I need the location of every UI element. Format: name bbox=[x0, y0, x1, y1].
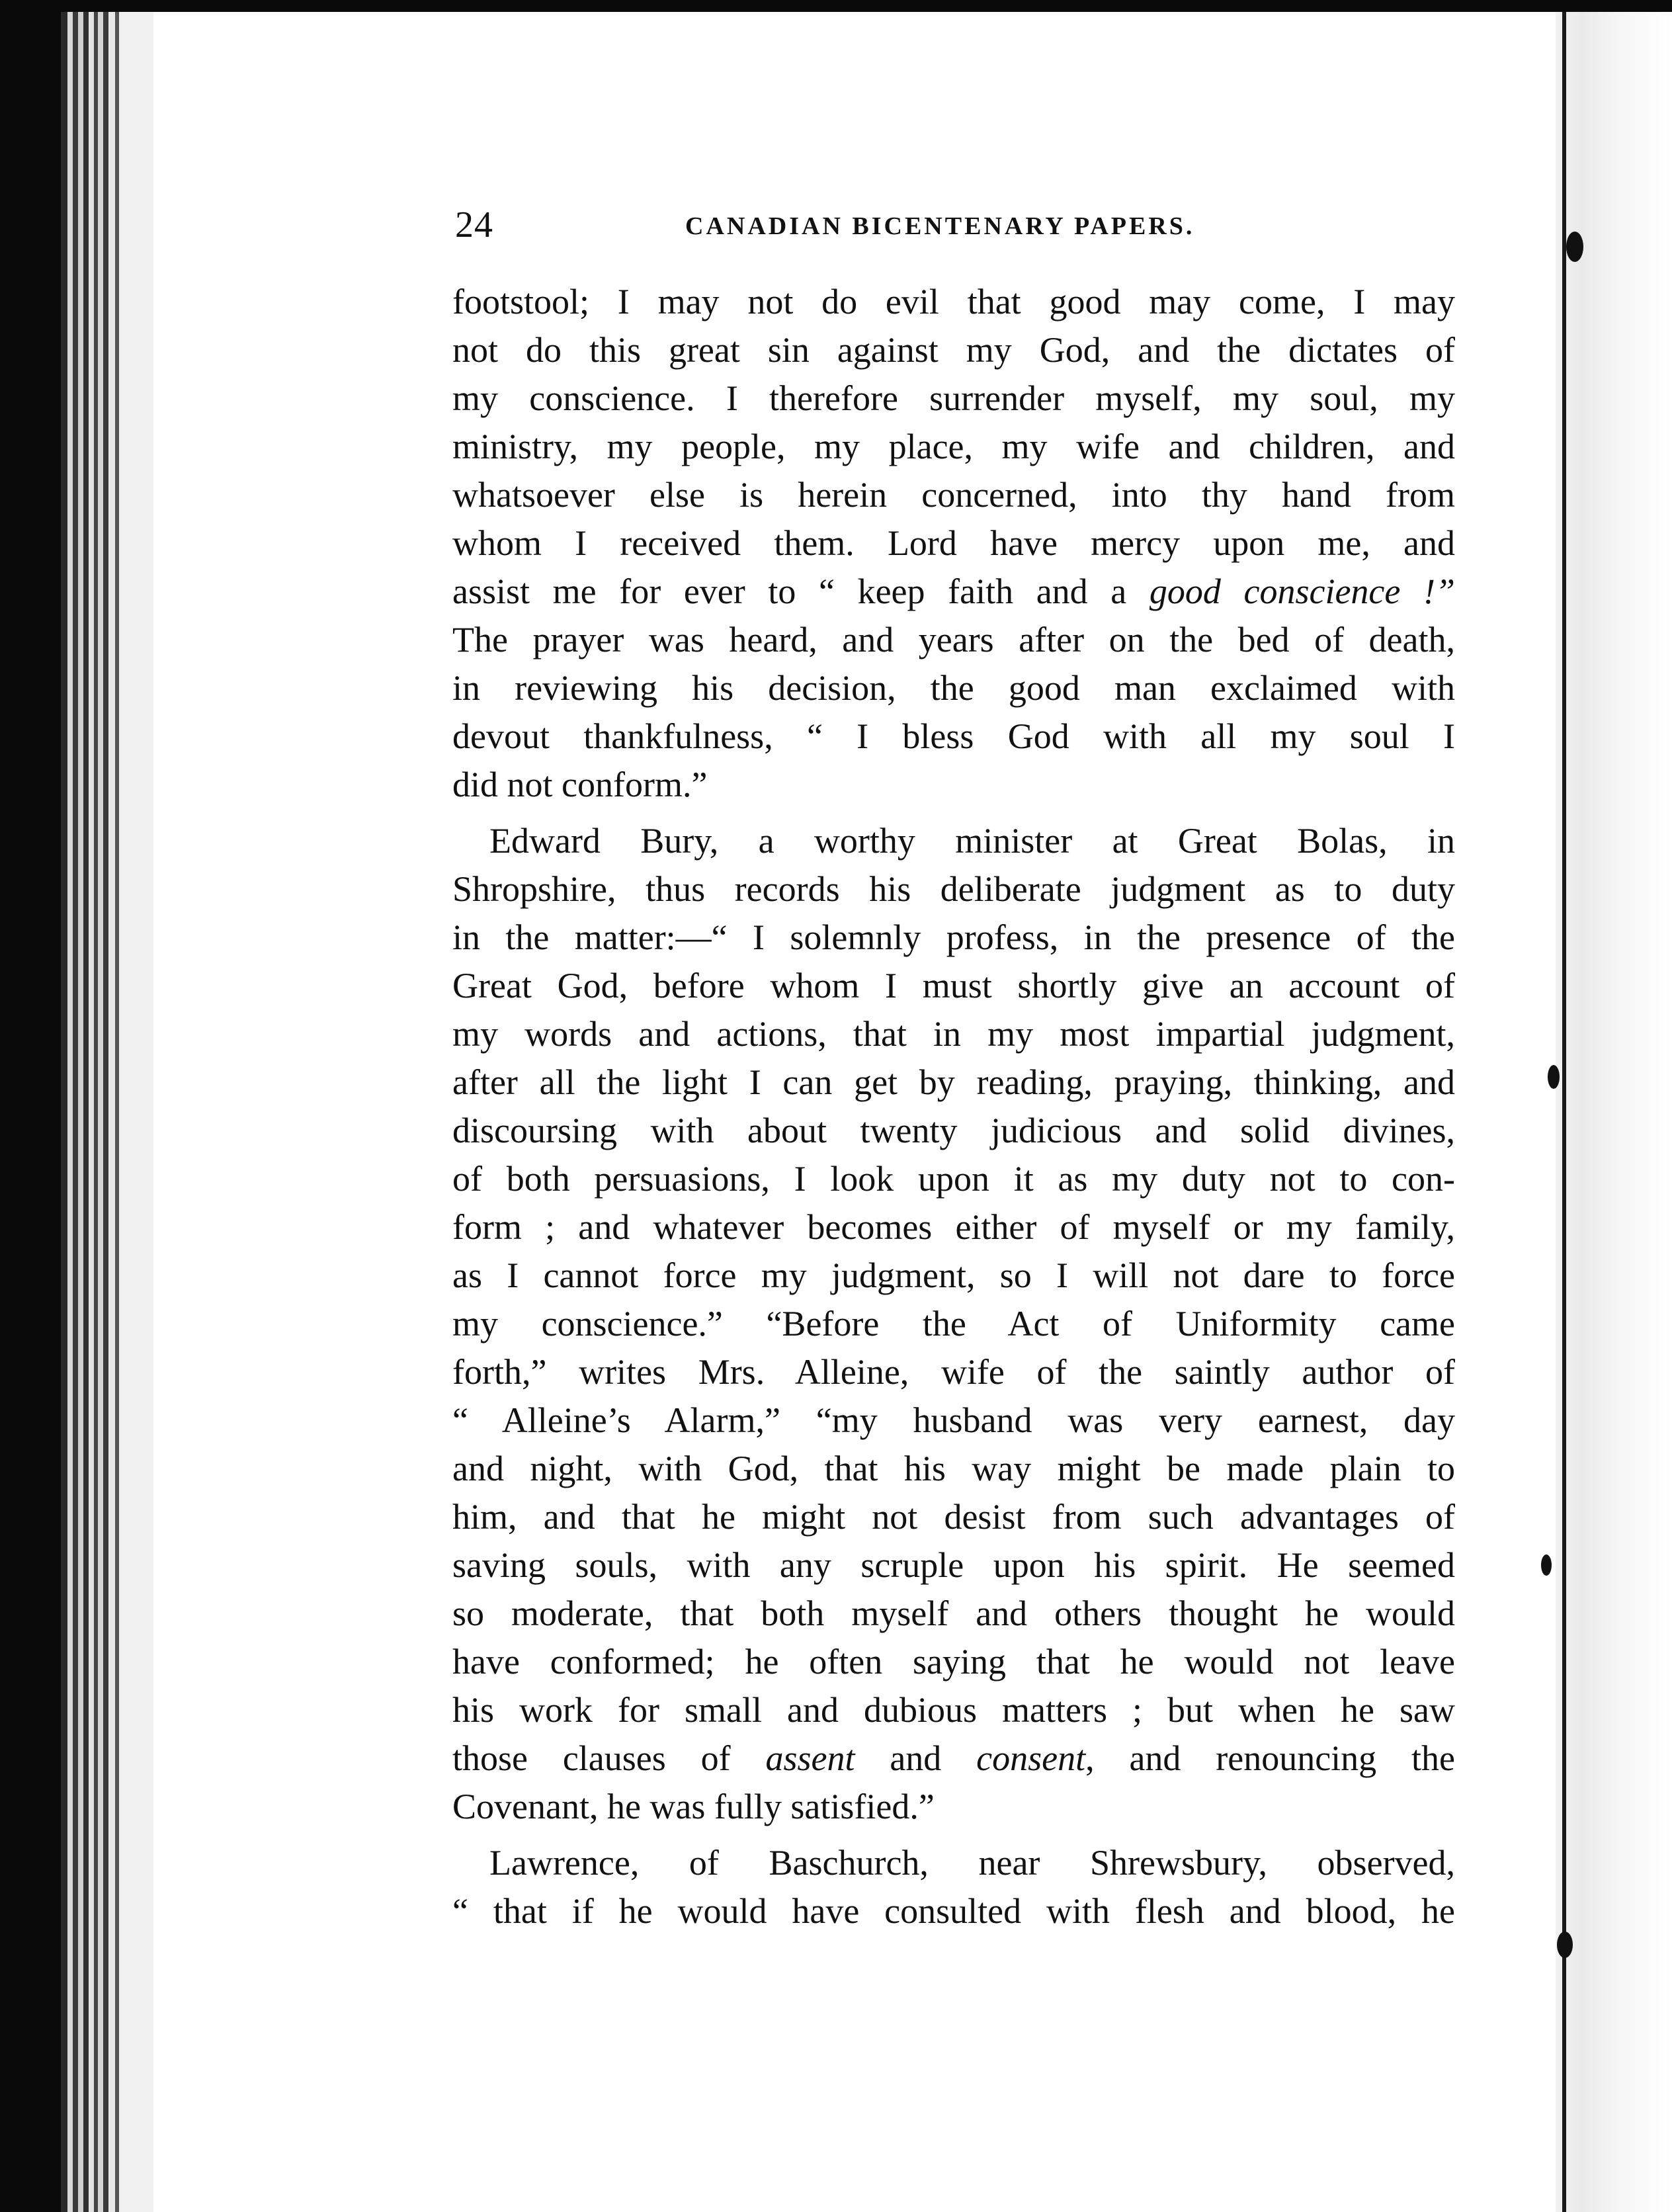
text-line: devout thankfulness, “ I bless God with all my soul I bbox=[452, 716, 1455, 756]
text-line: forth,” writes Mrs. Alleine, wife of the saintly author of bbox=[452, 1352, 1455, 1392]
text-line: “ Alleine’s Alarm,” “my husband was very earnest, day bbox=[452, 1400, 1455, 1440]
text-line: form ; and whatever becomes either of myself or my family, bbox=[452, 1207, 1455, 1247]
page-number: 24 bbox=[455, 204, 493, 245]
text-line: not do this great sin against my God, and the dictates of bbox=[452, 330, 1455, 370]
text-line: The prayer was heard, and years after on the bed of death, bbox=[452, 620, 1455, 659]
paragraph-gap bbox=[452, 1831, 1455, 1839]
text-line: discoursing with about twenty judicious and solid divines, bbox=[452, 1111, 1455, 1150]
text-line: my words and actions, that in my most impartial judgment, bbox=[452, 1014, 1455, 1054]
facing-page-edge bbox=[1556, 12, 1672, 2212]
text-line: after all the light I can get by reading, praying, thinking, and bbox=[452, 1062, 1455, 1102]
running-title: CANADIAN BICENTENARY PAPERS. bbox=[685, 212, 1195, 240]
text-line: my conscience. I therefore surrender myself, my soul, my bbox=[452, 378, 1455, 418]
italic-word-assent: assent bbox=[765, 1738, 855, 1778]
text-line: “ that if he would have consulted with flesh and blood, he bbox=[452, 1891, 1455, 1931]
book-gutter bbox=[61, 12, 153, 2212]
text-run: those clauses of bbox=[452, 1738, 766, 1778]
text-line: in the matter:—“ I solemnly profess, in the presence of the bbox=[452, 917, 1455, 957]
text-line: have conformed; he often saying that he would not leave bbox=[452, 1642, 1455, 1681]
facing-page-rule bbox=[1562, 12, 1566, 2212]
text-line-with-italic bbox=[452, 1734, 1455, 1783]
scan-border-left bbox=[0, 0, 61, 2212]
text-line: my conscience.” “Before the Act of Uniformity came bbox=[452, 1304, 1455, 1343]
binding-hole bbox=[1541, 1554, 1552, 1576]
binding-hole bbox=[1548, 1065, 1560, 1089]
running-head bbox=[455, 198, 1222, 251]
text-line: Great God, before whom I must shortly give an account of bbox=[452, 966, 1455, 1005]
scan-border-top bbox=[0, 0, 1672, 12]
text-run: , and renouncing the bbox=[1085, 1738, 1455, 1778]
text-line: in reviewing his decision, the good man exclaimed with bbox=[452, 668, 1455, 708]
text-line: saving souls, with any scruple upon his spirit. He seemed bbox=[452, 1545, 1455, 1585]
body-text bbox=[452, 278, 1455, 1936]
paragraph-gap bbox=[452, 809, 1455, 817]
text-line: Shropshire, thus records his deliberate judgment as to duty bbox=[452, 869, 1455, 909]
text-line: of both persuasions, I look upon it as my duty not to con- bbox=[452, 1159, 1455, 1199]
text-line: as I cannot force my judgment, so I will not dare to force bbox=[452, 1255, 1455, 1295]
text-line: whom I received them. Lord have mercy upon me, and bbox=[452, 523, 1455, 563]
text-line: so moderate, that both myself and others thought he would bbox=[452, 1594, 1455, 1633]
text-line: his work for small and dubious matters ; but when he saw bbox=[452, 1690, 1455, 1730]
binding-hole bbox=[1566, 232, 1583, 262]
italic-word-consent: consent bbox=[976, 1738, 1086, 1778]
text-run: and bbox=[855, 1738, 977, 1778]
text-line: Edward Bury, a worthy minister at Great Bolas, in bbox=[489, 821, 1455, 861]
text-line: footstool; I may not do evil that good may come, I may bbox=[452, 282, 1455, 321]
text-line: him, and that he might not desist from such advantages of bbox=[452, 1497, 1455, 1537]
text-line: did not conform.” bbox=[452, 765, 708, 804]
binding-hole bbox=[1557, 1932, 1573, 1958]
text-line: ministry, my people, my place, my wife and children, and bbox=[452, 427, 1455, 466]
text-line-with-italic bbox=[452, 568, 1455, 616]
text-line: Lawrence, of Baschurch, near Shrewsbury, observed, bbox=[489, 1843, 1455, 1883]
italic-phrase: good conscience !” bbox=[1149, 572, 1455, 611]
text-line: and night, with God, that his way might be made plain to bbox=[452, 1449, 1455, 1488]
text-line: whatsoever else is herein concerned, into thy hand from bbox=[452, 475, 1455, 515]
text-line: Covenant, he was fully satisfied.” bbox=[452, 1787, 935, 1826]
text-run: assist me for ever to “ keep faith and a bbox=[452, 572, 1150, 611]
